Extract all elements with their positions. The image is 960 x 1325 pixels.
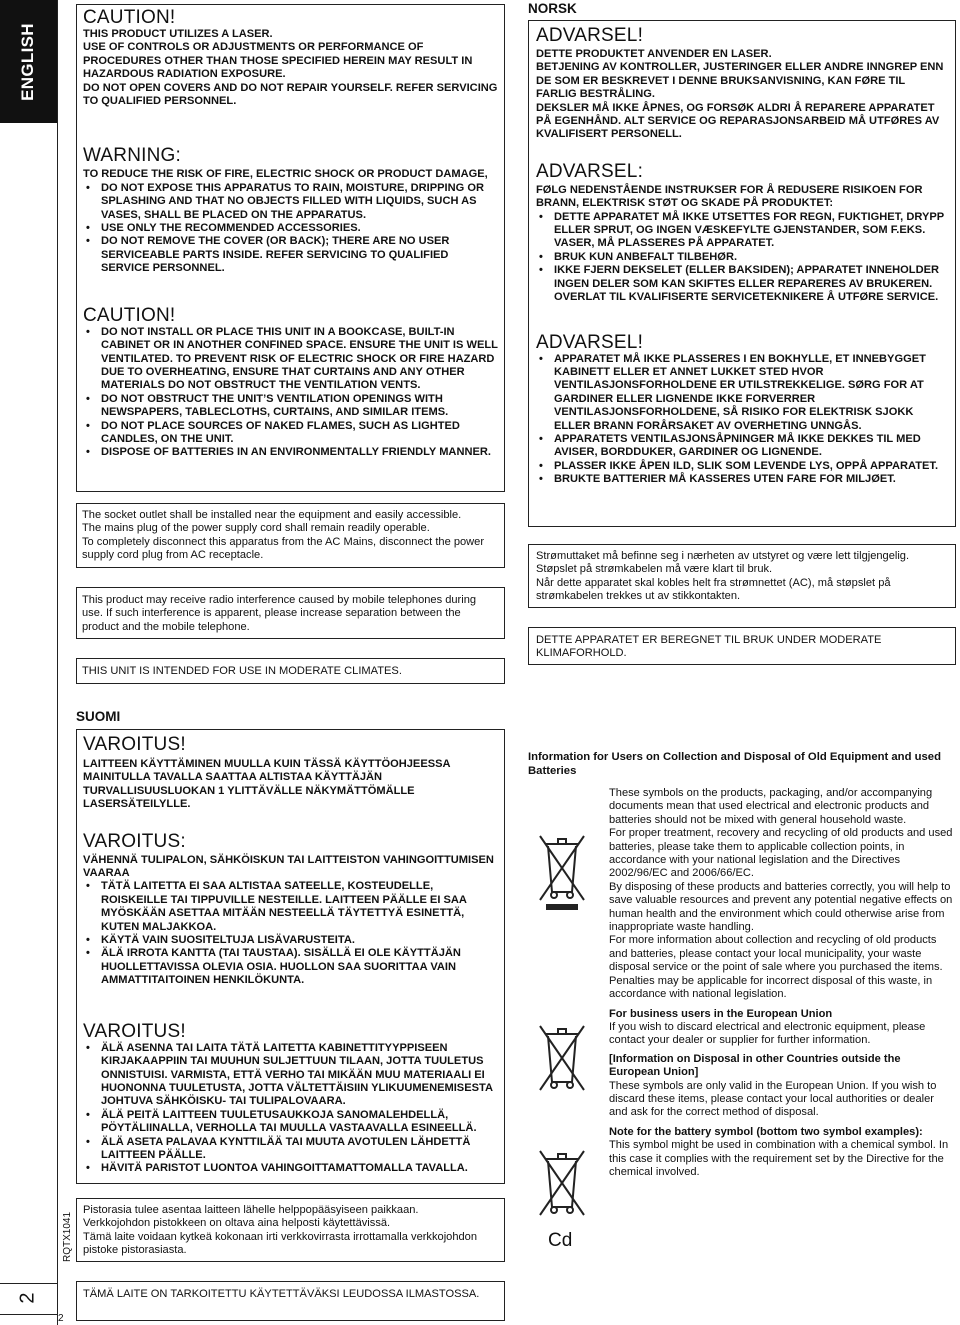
model-code-text: RQTX1041 <box>62 1211 73 1262</box>
list-item: • BRUK KUN ANBEFALT TILBEHØR. <box>536 251 948 264</box>
suomi-varoitus3-title: VAROITUS! <box>83 1020 186 1042</box>
english-caution-title: CAUTION! <box>83 7 176 28</box>
list-item: • HÄVITÄ PARISTOT LUONTOA VAHINGOITTAMATTOMALLA TAVALLA. <box>83 1162 498 1175</box>
english-safety-box <box>76 4 505 492</box>
suomi-varoitus1-title: VAROITUS! <box>83 734 186 755</box>
disposal-text-column <box>609 787 954 1179</box>
suomi-section-title: SUOMI <box>76 709 121 724</box>
english-interference-box <box>76 587 505 639</box>
norsk-section-title: NORSK <box>528 1 577 16</box>
list-item: • DO NOT PLACE SOURCES OF NAKED FLAMES, SUCH AS LIGHTED CANDLES, ON THE UNIT. <box>83 420 498 447</box>
suomi-climate-box <box>76 1281 505 1321</box>
crossed-bin-battery-icon <box>532 1020 592 1102</box>
english-caution2-list <box>83 326 498 460</box>
list-item: • DO NOT INSTALL OR PLACE THIS UNIT IN A BOOKCASE, BUILT-IN CABINET OR IN ANOTHER CONFINED SPACE. ENSURE THE UNIT IS WELL VENTILATED. TO PREVENT RISK OF ELECTRIC SHOCK OR FIRE HAZARD DUE TO OVERHEATING, ENSURE THAT CURTAINS AND ANY OTHER MATERIALS DO NOT OBSTRUCT THE VENTILATION VENTS. <box>83 326 498 393</box>
crossed-bin-cd-icon <box>532 1145 592 1227</box>
norsk-advarsel3-list <box>536 353 948 487</box>
list-item: • ÄLÄ ASETA PALAVAA KYNTTILÄÄ TAI MUUTA AVOTULEN LÄHDETTÄ LAITTEEN PÄÄLLE. <box>83 1136 498 1163</box>
side-divider <box>57 0 58 1325</box>
norsk-climate-box <box>528 627 956 665</box>
norsk-socket-text: Strømuttaket må befinne seg i nærheten av utstyret og være lett tilgjengelig. Støpslet på strømkabelen må være klart til bruk. Når dette apparatet skal kobles helt fra strømnettet (AC), må støpslet på strømkabelen trekkes ut av stikkontakten. <box>536 550 910 603</box>
english-interference-text: This product may receive radio interference caused by mobile telephones during use. If such interference is apparent, please increase separation between the product and the mobile telephone. <box>82 594 477 633</box>
disposal-other-heading: [Information on Disposal in other Countries outside the European Union] <box>609 1052 901 1079</box>
list-item: • IKKE FJERN DEKSELET (ELLER BAKSIDEN); APPARATET INNEHOLDER INGEN DELER SOM KAN SKIFTES ELLER REPARERES AV BRUKEREN. OVERLAT TIL KVALIFISERTE SERVICETEKNIKERE Å UTFØRE SERVICE. <box>536 264 948 304</box>
norsk-advarsel2-title: ADVARSEL: <box>536 160 644 182</box>
crossed-bin-icon <box>532 830 592 912</box>
list-item: • DO NOT REMOVE THE COVER (OR BACK); THERE ARE NO USER SERVICEABLE PARTS INSIDE. REFER SERVICING TO QUALIFIED SERVICE PERSONNEL. <box>83 235 498 275</box>
language-tab <box>0 0 57 123</box>
english-warning-intro: TO REDUCE THE RISK OF FIRE, ELECTRIC SHOCK OR PRODUCT DAMAGE, <box>83 168 488 181</box>
list-item: • PLASSER IKKE ÅPEN ILD, SLIK SOM LEVENDE LYS, OPPÅ APPARATET. <box>536 460 948 473</box>
list-item: • APPARATET MÅ IKKE PLASSERES I EN BOKHYLLE, ET INNEBYGGET KABINETT ELLER ET ANNET LUKKET STED HVOR VENTILASJONSFORHOLDENE ER UTILSTREKKELIGE. SØRG FOR AT GARDINER ELLER LIGNENDE IKKE FORVERRER VENTILASJONSFORHOLDENE, SÅ RISIKO FOR ELEKTRISK SJOKK ELLER BRANN FORÅRSAKET AV OVERHETING UNNGÅS. <box>536 353 948 433</box>
list-item: • ÄLÄ ASENNA TAI LAITA TÄTÄ LAITETTA KABINETTITYYPPISEEN KIRJAKAAPPIIN TAI MUUHUN SULJETTUUN TILAAN, JOTTA TUULETUS ONNISTUISI. VARMISTA, ETTÄ VERHO TAI MIKÄÄN MUU MATERIAALI EI HUONONNA TUULETUSTA, JOTTA VÄLTETTÄISIIN YLIKUUMENEMISESTA JOHTUVA SÄHKÖISKU- TAI TULIPALOVAARA. <box>83 1042 498 1109</box>
norsk-advarsel2-intro: FØLG NEDENSTÅENDE INSTRUKSER FOR Å REDUSERE RISIKOEN FOR BRANN, ELEKTRISK STØT OG SKADE PÅ PRODUKTET: <box>536 183 923 210</box>
suomi-varoitus1-text: LAITTEEN KÄYTTÄMINEN MUULLA KUIN TÄSSÄ KÄYTTÖOHJEESSA MAINITULLA TAVALLA SAATTAA ALTISTAA KÄYTTÄJÄN TURVALLISUUSLUOKAN 1 YLITTÄVÄLLE NÄKYMÄTTÖMÄLLE LASERSÄTEILYLLE. <box>83 758 451 811</box>
disposal-business-heading: For business users in the European Union <box>609 1007 833 1020</box>
suomi-socket-box <box>76 1198 505 1262</box>
disposal-battery-text: This symbol might be used in combination with a chemical symbol. In this case it complies with the requirement set by the Directive for the chemical involved. <box>609 1139 949 1178</box>
norsk-advarsel3-title: ADVARSEL! <box>536 331 644 353</box>
english-socket-box <box>76 503 505 568</box>
suomi-climate-text: TÄMÄ LAITE ON TARKOITETTU KÄYTETTÄVÄKSI LEUDOSSA ILMASTOSSA. <box>83 1288 480 1300</box>
english-socket-text: The socket outlet shall be installed near the equipment and easily accessible. The mains plug of the power supply cord shall remain readily operable. To completely disconnect this apparatus from the AC Mains, disconnect the power supply cord plug from AC receptacle. <box>82 509 485 562</box>
list-item: • DO NOT EXPOSE THIS APPARATUS TO RAIN, MOISTURE, DRIPPING OR SPLASHING AND THAT NO OBJECTS FILLED WITH LIQUIDS, SUCH AS VASES, SHALL BE PLACED ON THE APPARATUS. <box>83 182 498 222</box>
list-item: • KÄYTÄ VAIN SUOSITELTUJA LISÄVARUSTEITA. <box>83 934 498 947</box>
english-warning-title: WARNING: <box>83 145 182 167</box>
disposal-business-text: If you wish to discard electrical and electronic equipment, please contact your dealer or supplier for further information. <box>609 1020 926 1047</box>
cd-chemical-label: Cd <box>548 1230 573 1251</box>
suomi-varoitus2-intro: VÄHENNÄ TULIPALON, SÄHKÖISKUN TAI LAITTEISTON VAHINGOITTUMISEN VAARAA <box>83 853 494 880</box>
list-item: • APPARATETS VENTILASJONSÅPNINGER MÅ IKKE DEKKES TIL MED AVISER, BORDDUKER, GARDINER OG LIGNENDE. <box>536 433 948 460</box>
english-climate-box <box>76 658 505 684</box>
list-item: • TÄTÄ LAITETTA EI SAA ALTISTAA SATEELLE, KOSTEUDELLE, ROISKEILLE TAI TIPPUVILLE NESTEILLE. LAITTEEN PÄÄLLE EI SAA MYÖSKÄÄN ASETTAA MITÄÄN NESTEELLÄ TÄYTETTYÄ ESINETTÄ, KUTEN MALJAKKOA. <box>83 880 498 934</box>
disposal-p4: For more information about collection and recycling of old products and batteries, please contact your local municipality, your waste disposal service or the point of sale where you purchased the items. <box>609 934 943 974</box>
norsk-safety-box <box>528 20 956 527</box>
list-item: • USE ONLY THE RECOMMENDED ACCESSORIES. <box>83 222 498 235</box>
norsk-climate-text: DETTE APPARATET ER BEREGNET TIL BRUK UNDER MODERATE KLIMAFORHOLD. <box>536 634 882 660</box>
norsk-advarsel1-title: ADVARSEL! <box>536 25 644 46</box>
model-code <box>62 1212 73 1262</box>
disposal-p5: Penalties may be applicable for incorrect disposal of this waste, in accordance with national legislation. <box>609 974 933 1001</box>
disposal-battery-heading: Note for the battery symbol (bottom two symbol examples): <box>609 1125 923 1138</box>
norsk-advarsel2-list <box>536 211 948 305</box>
page-number-small: 2 <box>58 1313 64 1324</box>
norsk-socket-box <box>528 544 956 608</box>
page-number: 2 <box>16 1292 39 1304</box>
suomi-varoitus2-list <box>83 880 498 987</box>
suomi-socket-text: Pistorasia tulee asentaa laitteen lähelle helppopääsyiseen paikkaan. Verkkojohdon pistokkeen on oltava aina helposti käytettävissä. Tämä laite voidaan kytkeä kokonaan irti verkkovirrasta irrottamalla verkkojohdon pistoke pistorasiasta. <box>83 1204 478 1257</box>
list-item: • DO NOT OBSTRUCT THE UNIT’S VENTILATION OPENINGS WITH NEWSPAPERS, TABLECLOTHS, CURTAINS, AND SIMILAR ITEMS. <box>83 393 498 420</box>
disposal-other-text: These symbols are only valid in the European Union. If you wish to discard these items, please contact your local authorities or dealer and ask for the correct method of disposal. <box>609 1079 937 1119</box>
english-caution2-title: CAUTION! <box>83 304 176 326</box>
suomi-varoitus2-title: VAROITUS: <box>83 830 186 852</box>
english-caution-text: THIS PRODUCT UTILIZES A LASER. USE OF CONTROLS OR ADJUSTMENTS OR PERFORMANCE OF PROCEDURES OTHER THAN THOSE SPECIFIED HEREIN MAY RESULT IN HAZARDOUS RADIATION EXPOSURE. DO NOT OPEN COVERS AND DO NOT REPAIR YOURSELF. REFER SERVICING TO QUALIFIED PERSONNEL. <box>83 28 498 108</box>
disposal-p3: By disposing of these products and batteries correctly, you will help to save valuable resources and prevent any potential negative effects on human health and the environment which could otherwise arise from inappropriate waste handling. <box>609 880 953 934</box>
language-tab-label: ENGLISH <box>18 23 37 101</box>
suomi-varoitus3-list <box>83 1042 498 1176</box>
english-warning-list <box>83 182 498 276</box>
list-item: • DISPOSE OF BATTERIES IN AN ENVIRONMENTALLY FRIENDLY MANNER. <box>83 446 498 459</box>
disposal-p2: For proper treatment, recovery and recycling of old products and used batteries, please take them to applicable collection points, in accordance with your national legislation and the Directives 2002/96/EC and 2006/66/EC. <box>609 827 953 880</box>
disposal-heading: Information for Users on Collection and Disposal of Old Equipment and used Batteries <box>528 751 941 777</box>
list-item: • ÄLÄ IRROTA KANTTA (TAI TAUSTAA). SISÄLLÄ EI OLE KÄYTTÄJÄN HUOLLETTAVISSA OLEVIA OSIA. HUOLLON SAA SUORITTAA VAIN AMMATTITAITOINEN HENKILÖKUNTA. <box>83 947 498 987</box>
list-item: • BRUKTE BATTERIER MÅ KASSERES UTEN FARE FOR MILJØET. <box>536 473 948 486</box>
norsk-advarsel1-text: DETTE PRODUKTET ANVENDER EN LASER. BETJENING AV KONTROLLER, JUSTERINGER ELLER ANDRE INNGREP ENN DE SOM ER BESKREVET I DENNE BRUKSANVISNING, KAN FØRE TIL FARLIG BESTRÅLING. DEKSLER MÅ IKKE ÅPNES, OG FORSØK ALDRI Å REPARERE APPARATET PÅ EGENHÅND. ALT SERVICE OG REPARASJONSARBEID MÅ UTFØRES AV KVALIFISERT PERSONELL. <box>536 48 944 141</box>
weee-symbol-column <box>528 790 600 1260</box>
page-number-box <box>0 1283 57 1315</box>
english-climate-text: THIS UNIT IS INTENDED FOR USE IN MODERATE CLIMATES. <box>82 665 402 677</box>
list-item: • ÄLÄ PEITÄ LAITTEEN TUULETUSAUKKOJA SANOMALEHDELLÄ, PÖYTÄLIINALLA, VERHOLLA TAI MUULLA VASTAAVALLA ESINEELLÄ. <box>83 1109 498 1136</box>
disposal-p1: These symbols on the products, packaging, and/or accompanying documents mean that used electrical and electronic products and batteries should not be mixed with general household waste. <box>609 787 933 826</box>
suomi-safety-box <box>76 729 505 1184</box>
list-item: • DETTE APPARATET MÅ IKKE UTSETTES FOR REGN, FUKTIGHET, DRYPP ELLER SPRUT, OG INGEN VÆSKEFYLTE GJENSTANDER, SOM F.EKS. VASER, MÅ PLASSERES PÅ APPARATET. <box>536 211 948 251</box>
